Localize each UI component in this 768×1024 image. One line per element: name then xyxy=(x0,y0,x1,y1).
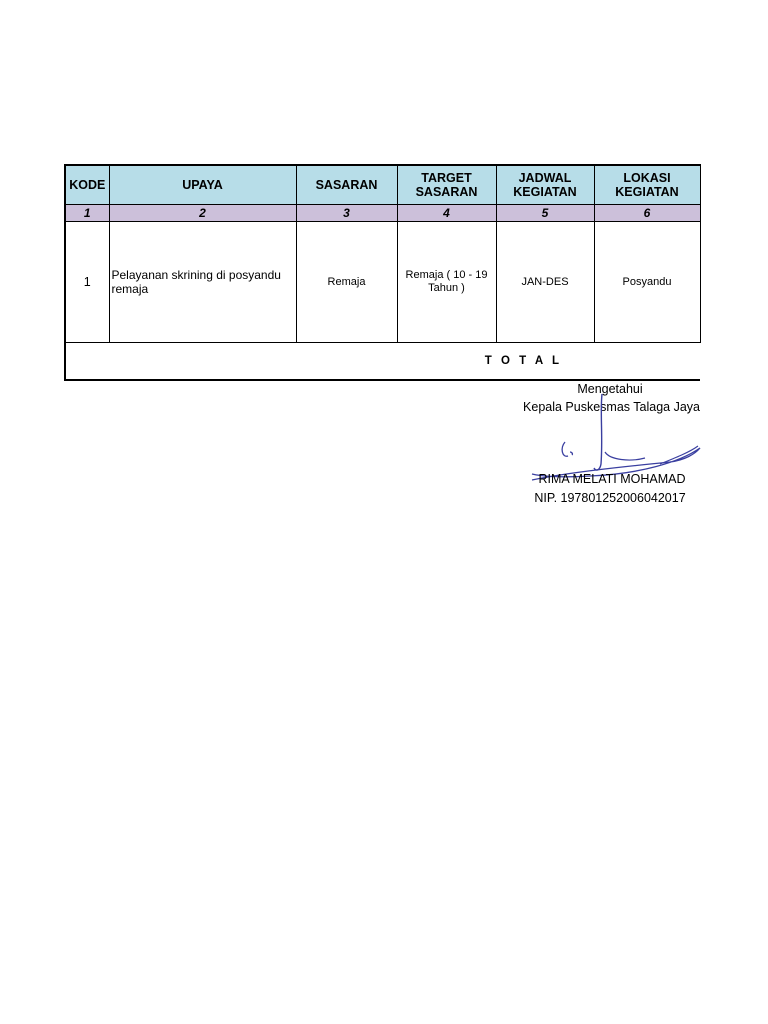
total-row xyxy=(65,343,700,381)
header-jadwal-kegiatan xyxy=(496,165,594,205)
header-jadwal-kegiatan-label: JADWAL KEGIATAN xyxy=(513,171,577,199)
cell-kode: 1 xyxy=(65,222,109,343)
cell-jadwal: JAN-DES xyxy=(496,222,594,343)
column-number: 3 xyxy=(296,205,397,222)
column-number: 4 xyxy=(397,205,496,222)
cell-target xyxy=(397,222,496,343)
header-lokasi-kegiatan-label: LOKASI KEGIATAN xyxy=(615,171,679,199)
column-number: 1 xyxy=(65,205,109,222)
signer-nip: NIP. 197801252006042017 xyxy=(534,491,686,505)
total-label: T O T A L xyxy=(65,343,700,381)
handwritten-signature xyxy=(510,392,705,482)
cell-sasaran: Remaja xyxy=(296,222,397,343)
column-number: 2 xyxy=(109,205,296,222)
cell-target-text: Remaja ( 10 - 19 Tahun ) xyxy=(405,269,488,294)
mengetahui-label: Mengetahui xyxy=(577,382,643,396)
column-number: 5 xyxy=(496,205,594,222)
header-upaya: UPAYA xyxy=(109,165,296,205)
header-target-sasaran-label: TARGET SASARAN xyxy=(415,171,478,199)
header-kode: KODE xyxy=(65,165,109,205)
signer-position: Kepala Puskesmas Talaga Jaya xyxy=(523,400,700,414)
column-number: 6 xyxy=(594,205,700,222)
activity-table xyxy=(64,164,701,381)
column-number-row xyxy=(65,205,700,222)
signer-name: RIMA MELATI MOHAMAD xyxy=(538,472,686,486)
header-target-sasaran xyxy=(397,165,496,205)
header-sasaran: SASARAN xyxy=(296,165,397,205)
header-row xyxy=(65,165,700,205)
cell-upaya: Pelayanan skrining di posyandu remaja xyxy=(109,222,296,343)
header-lokasi-kegiatan xyxy=(594,165,700,205)
table-row xyxy=(65,222,700,343)
cell-lokasi: Posyandu xyxy=(594,222,700,343)
